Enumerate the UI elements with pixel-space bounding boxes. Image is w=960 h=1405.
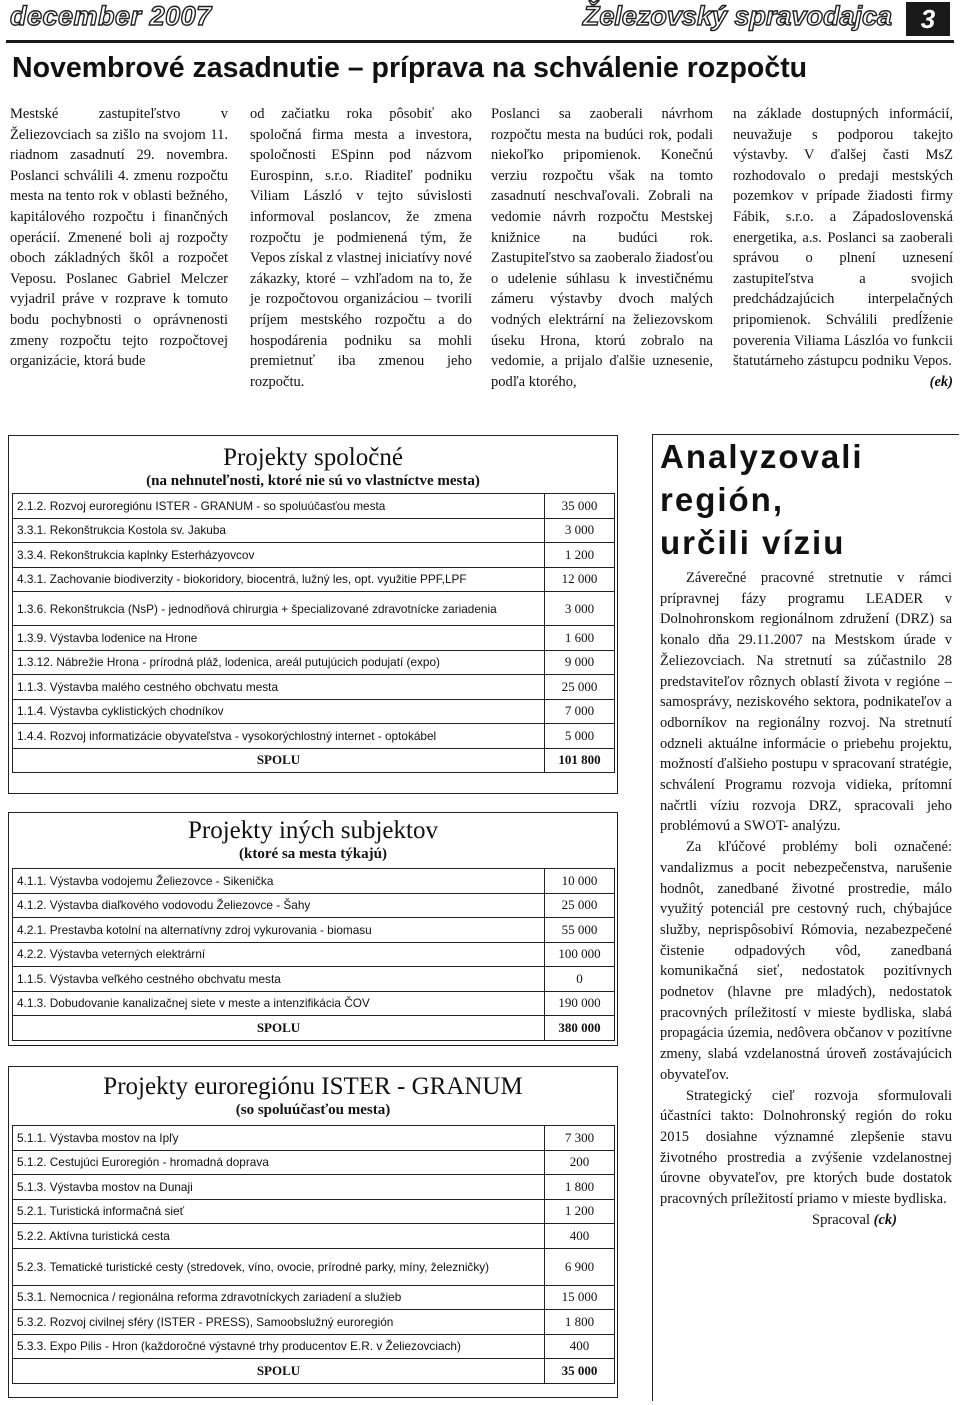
project-value-cell: 12 000 [545, 567, 615, 592]
table-row [13, 1310, 615, 1335]
sidebar-paragraph: Záverečné pracovné stretnutie v rámci prípravnej fázy programu LEADER v Dolnohronskom regionálnom združení (DRZ) sa konalo dňa 29.11.2007 na Mestskom úrade v Želiezovciach. Na stretnutí sa zúčastnilo 28 predstaviteľov rôznych oblastí života v regióne – samosprávy, neziskového sektora, podnikateľov a odborníkov na regionálny rozvoj. Na stretnutí odzneli aktuálne informácie o priebehu projektu, možností ďalšieho postupu v spracovaní stratégie, schválení Programu rozvoja vidieka, prítomní načrtli víziu rozvoja DRZ, spracovali jeho problémovú a SWOT- analýzu. [660, 570, 952, 835]
project-value-cell: 7 300 [545, 1126, 615, 1151]
sidebar-title-line1: Analyzovali [660, 438, 864, 475]
article-text: na základe dostupných informácií, neuvažuje s podporou takejto výstavby. V ďalšej časti MsZ rozhodovalo o predaji mestských pozemkov v prípade žiadosti firmy Fábik, s.r.o. a Západoslovenská energetika, a.s. Poslanci sa zaoberali správou o plnení uznesení zastupiteľstva a svojich predchádzajúcich interpelačných pripomienok. Schválili predĺženie poverenia Viliama Lászlóa vo funkcii štatutárneho zástupcu podniku Vepos. [733, 106, 953, 370]
page-number: 3 [906, 2, 950, 36]
project-value-cell: 35 000 [545, 494, 615, 519]
table-row [13, 1248, 615, 1285]
total-label: SPOLU [13, 1359, 545, 1384]
project-value-cell: 15 000 [545, 1285, 615, 1310]
project-name-cell: 5.2.2. Aktívna turistická cesta [13, 1224, 545, 1249]
table-row [13, 1150, 615, 1175]
signature-author: (ck) [873, 1211, 897, 1228]
article-headline: Novembrové zasadnutie – príprava na schválenie rozpočtu [12, 52, 808, 84]
table-row [13, 869, 615, 894]
total-row [13, 1016, 615, 1041]
table-row [13, 893, 615, 918]
project-value-cell: 25 000 [545, 893, 615, 918]
sidebar-paragraph: Strategický cieľ rozvoja sformulovali účastníci takto: Dolnohronský región do roku 2015 dosiahne významné zlepšenie stavu životného prostredia a zvýšenie vzdelanostnej úrovne obyvateľov, pre ktorých bude dostatok pracovných príležitostí priamo v mieste bydliska. [660, 1087, 952, 1208]
total-value: 101 800 [545, 748, 615, 773]
table-row [13, 991, 615, 1016]
table-row [13, 567, 615, 592]
project-name-cell: 1.3.12. Nábrežie Hrona - prírodná pláž, lodenica, areál putujúcich podujatí (expo) [13, 650, 545, 675]
sidebar-paragraph: Za kľúčové problémy boli označené: vandalizmus a pocit nebezpečenstva, narušenie hodnôt, zanedbané životné prostredie, málo využitý potenciál pre cestovný ruch, chýbajúce služby, neprispôsobiví Rómovia, nezabezpečené čistenie odpadových vôd, zanedbaná komunikačná sieť, nedostatok pozitívnych podnetov (hlavne pre mladých), nedostatok pracovných príležitostí v mieste bydliska, slabá propagácia územia, nedôvera občanov v pozitívne zmeny, slabá vzdelanostná úroveň zostávajúcich obyvateľov. [660, 839, 952, 1083]
project-value-cell: 1 800 [545, 1310, 615, 1335]
project-name-cell: 3.3.1. Rekonštrukcia Kostola sv. Jakuba [13, 518, 545, 543]
table-row [13, 494, 615, 519]
project-value-cell: 25 000 [545, 675, 615, 700]
table-row [13, 592, 615, 626]
project-name-cell: 4.3.1. Zachovanie biodiverzity - biokoridory, biocentrá, lužný les, opt. využitie PPF,LPF [13, 567, 545, 592]
table-row [13, 543, 615, 568]
sidebar-body [660, 568, 952, 1210]
project-name-cell: 5.3.1. Nemocnica / regionálna reforma zdravotníckych zariadení a služieb [13, 1285, 545, 1310]
table-row [13, 1224, 615, 1249]
project-name-cell: 1.3.9. Výstavba lodenice na Hrone [13, 626, 545, 651]
shared-projects-table [12, 493, 615, 773]
project-name-cell: 4.2.1. Prestavba kotolní na alternatívny zdroj vykurovania - biomasu [13, 918, 545, 943]
project-name-cell: 3.3.4. Rekonštrukcia kaplnky Esterházyovcov [13, 543, 545, 568]
project-value-cell: 3 000 [545, 518, 615, 543]
project-name-cell: 1.1.4. Výstavba cyklistických chodníkov [13, 699, 545, 724]
project-value-cell: 200 [545, 1150, 615, 1175]
project-name-cell: 1.1.3. Výstavba malého cestného obchvatu mesta [13, 675, 545, 700]
article-column-2 [250, 104, 472, 392]
table-row [13, 650, 615, 675]
project-name-cell: 1.3.6. Rekonštrukcia (NsP) - jednodňová chirurgia + špecializované zdravotnícke zariadenia [13, 592, 545, 626]
total-row [13, 748, 615, 773]
project-value-cell: 100 000 [545, 942, 615, 967]
article-signature: (ek) [929, 373, 953, 390]
project-value-cell: 5 000 [545, 724, 615, 749]
table-title: Projekty spoločné [223, 444, 403, 471]
article-column-3 [491, 104, 713, 392]
total-value: 35 000 [545, 1359, 615, 1384]
project-name-cell: 5.1.3. Výstavba mostov na Dunaji [13, 1175, 545, 1200]
total-row [13, 1359, 615, 1384]
total-label: SPOLU [13, 748, 545, 773]
table-row [13, 1175, 615, 1200]
project-name-cell: 4.1.2. Výstavba diaľkového vodovodu Želiezovce - Šahy [13, 893, 545, 918]
article-text: Mestské zastupiteľstvo v Želiezovciach sa zišlo na svojom 11. riadnom zasadnutí 29. novembra. Poslanci schválili 4. zmenu rozpočtu mesta na tento rok v oblasti bežného, kapitálového rozpočtu i finančných operácií. Zmenené boli aj rozpočty oboch základných škôl a rozpočet Veposu. Poslanec Gabriel Melczer vyjadril práve v rozprave k tomuto bodu pochybnosti o oprávnenosti zmeny rozpočtu tejto rozpočtovej organizácie, ktorá bude [10, 106, 228, 370]
issue-date: december 2007 [10, 1, 212, 31]
sidebar-title-line2: región, [660, 481, 785, 518]
article-text: Poslanci sa zaoberali návrhom rozpočtu mesta na budúci rok, podali niekoľko pripomienok. Konečnú verziu rozpočtu však na tomto zasadnutí neschvaľovali. Zobrali na vedomie návrh rozpočtu Mestskej knižnice na budúci rok. Zastupiteľstvo sa zaoberalo žiadosťou o udelenie súhlasu k investičnému zámeru výstavby dvoch malých vodných elektrární na želiezovskom úseku Hrona, ktorú zobralo na vedomie, a prijalo ďalšie uznesenie, podľa ktorého, [491, 106, 713, 390]
table-row [13, 699, 615, 724]
project-value-cell: 6 900 [545, 1248, 615, 1285]
project-name-cell: 2.1.2. Rozvoj euroregiónu ISTER - GRANUM - so spoluúčasťou mesta [13, 494, 545, 519]
project-name-cell: 1.1.5. Výstavba veľkého cestného obchvatu mesta [13, 967, 545, 992]
project-name-cell: 1.4.4. Rozvoj informatizácie obyvateľstva - vysokorýchlostný internet - optokábel [13, 724, 545, 749]
table-row [13, 918, 615, 943]
table-row [13, 942, 615, 967]
project-value-cell: 1 200 [545, 1199, 615, 1224]
sidebar-title-line3: určili víziu [660, 524, 846, 561]
table-row [13, 1285, 615, 1310]
article-text: od začiatku roka pôsobiť ako spoločná firma mesta a investora, spoločnosti ESpinn pod názvom Eurospinn, s.r.o. Riaditeľ podniku Viliam László v tejto súvislosti informoval poslancov, že zmena rozpočtu je podmienená tým, že Vepos získal z vlastnej iniciatívy nové zákazky, ktoré – vzhľadom na to, že je rozpočtovou organizáciou – tvorili príjem mestského rozpočtu a do hospodárenia podniku sa mohli premietnuť iba zmenou jeho rozpočtu. [250, 106, 472, 390]
project-name-cell: 5.3.2. Rozvoj civilnej sféry (ISTER - PRESS), Samoobslužný euroregión [13, 1310, 545, 1335]
table-row [13, 518, 615, 543]
table-title: Projekty euroregiónu ISTER - GRANUM [103, 1073, 523, 1100]
table-row [13, 1199, 615, 1224]
project-value-cell: 400 [545, 1334, 615, 1359]
header-rule [6, 40, 954, 43]
other-projects-table [12, 868, 615, 1041]
project-value-cell: 7 000 [545, 699, 615, 724]
project-name-cell: 4.2.2. Výstavba veterných elektrární [13, 942, 545, 967]
project-name-cell: 5.2.1. Turistická informačná sieť [13, 1199, 545, 1224]
table-row [13, 675, 615, 700]
table-row [13, 626, 615, 651]
project-value-cell: 400 [545, 1224, 615, 1249]
table-title: Projekty iných subjektov [188, 817, 438, 844]
table-row [13, 724, 615, 749]
project-value-cell: 9 000 [545, 650, 615, 675]
project-name-cell: 5.3.3. Expo Pilis - Hron (každoročné výstavné trhy producentov E.R. v Želiezovciach) [13, 1334, 545, 1359]
sidebar-signature [653, 1212, 897, 1229]
newspaper-name: Železovský spravodajca [582, 1, 892, 31]
project-name-cell: 5.1.1. Výstavba mostov na Ipľy [13, 1126, 545, 1151]
table-row [13, 1126, 615, 1151]
total-value: 380 000 [545, 1016, 615, 1041]
project-value-cell: 1 800 [545, 1175, 615, 1200]
euroregion-projects-table [12, 1125, 615, 1384]
sidebar-article [652, 434, 959, 1401]
project-value-cell: 1 200 [545, 543, 615, 568]
table-subtitle: (so spoluúčasťou mesta) [235, 1102, 391, 1118]
project-value-cell: 190 000 [545, 991, 615, 1016]
table-subtitle: (ktoré sa mesta týkajú) [239, 846, 387, 862]
project-value-cell: 3 000 [545, 592, 615, 626]
project-value-cell: 1 600 [545, 626, 615, 651]
page-header [6, 0, 954, 40]
article-column-4 [733, 104, 953, 392]
article-column-1 [10, 104, 228, 372]
project-value-cell: 55 000 [545, 918, 615, 943]
table-row [13, 967, 615, 992]
project-name-cell: 4.1.1. Výstavba vodojemu Želiezovce - Sikenička [13, 869, 545, 894]
project-value-cell: 10 000 [545, 869, 615, 894]
signature-label: Spracoval [812, 1211, 871, 1228]
project-name-cell: 5.1.2. Cestujúci Euroregión - hromadná doprava [13, 1150, 545, 1175]
project-name-cell: 4.1.3. Dobudovanie kanalizačnej siete v meste a intenzifikácia ČOV [13, 991, 545, 1016]
total-label: SPOLU [13, 1016, 545, 1041]
table-subtitle: (na nehnuteľnosti, ktoré nie sú vo vlastníctve mesta) [146, 473, 480, 489]
project-value-cell: 0 [545, 967, 615, 992]
project-name-cell: 5.2.3. Tematické turistické cesty (stredovek, víno, ovocie, prírodné parky, míny, železničky) [13, 1248, 545, 1285]
table-row [13, 1334, 615, 1359]
